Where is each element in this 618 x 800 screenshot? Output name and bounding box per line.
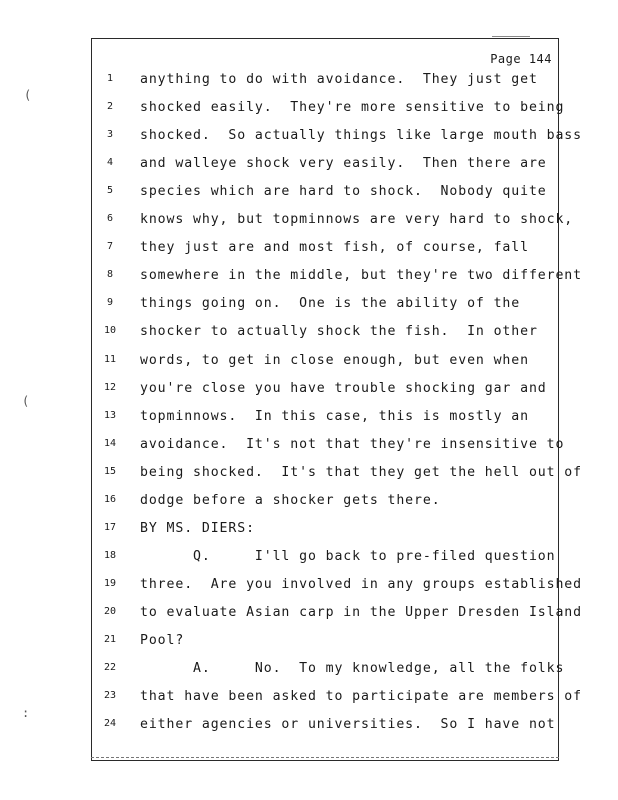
line-text: dodge before a shocker gets there. (140, 492, 441, 508)
line-text: shocked easily. They're more sensitive to being (140, 100, 565, 116)
line-text: anything to do with avoidance. They just get (140, 72, 538, 87)
line-text: you're close you have trouble shocking gar and (140, 380, 547, 396)
transcript-line (0, 465, 618, 493)
transcript-line (0, 296, 618, 324)
line-text: Pool? (140, 633, 185, 648)
line-number: 13 (103, 409, 117, 421)
line-text: species which are hard to shock. Nobody quite (140, 184, 547, 200)
line-text: somewhere in the middle, but they're two different (140, 268, 582, 284)
transcript-line (0, 409, 618, 437)
transcript-line (0, 381, 618, 409)
line-number: 15 (103, 465, 117, 477)
page-bottom-rule (91, 757, 559, 758)
line-text: A. No. To my knowledge, all the folks (140, 661, 565, 677)
line-text: things going on. One is the ability of the (140, 296, 521, 312)
transcript-line (0, 212, 618, 240)
line-text: to evaluate Asian carp in the Upper Dresden Island (140, 604, 582, 620)
transcript-line (0, 689, 618, 717)
transcript-line (0, 268, 618, 296)
line-number: 3 (106, 129, 114, 141)
line-number: 5 (106, 185, 114, 197)
transcript-line (0, 493, 618, 521)
line-number: 22 (103, 662, 117, 674)
transcript-line (0, 717, 618, 745)
line-number: 11 (103, 353, 117, 365)
line-text: shocked. So actually things like large mouth bass (140, 128, 582, 144)
line-number: 19 (103, 577, 117, 589)
transcript-line (0, 661, 618, 689)
line-text: avoidance. It's not that they're insensitive to (140, 436, 565, 452)
transcript-line (0, 184, 618, 212)
line-text: they just are and most fish, of course, fall (140, 240, 529, 256)
transcript-line (0, 605, 618, 633)
transcript-line (0, 353, 618, 381)
line-text: shocker to actually shock the fish. In other (140, 324, 538, 340)
line-number: 24 (103, 718, 117, 730)
line-number: 1 (106, 73, 114, 84)
transcript-line (0, 521, 618, 549)
line-number: 20 (103, 605, 117, 617)
line-text: either agencies or universities. So I have not (140, 717, 556, 733)
line-number: 2 (106, 101, 114, 113)
page-top-mark (492, 36, 530, 37)
transcript-line (0, 240, 618, 268)
line-number: 23 (103, 690, 117, 702)
line-text: words, to get in close enough, but even when (140, 352, 529, 368)
transcript-line (0, 156, 618, 184)
transcript-line (0, 549, 618, 577)
line-text: and walleye shock very easily. Then there are (140, 156, 547, 172)
transcript-line (0, 100, 618, 128)
line-text: topminnows. In this case, this is mostly an (140, 408, 529, 424)
line-number: 14 (103, 437, 117, 449)
transcript-line (0, 72, 618, 100)
line-text: BY MS. DIERS: (140, 520, 255, 536)
line-text: being shocked. It's that they get the hell out of (140, 464, 582, 480)
line-text: knows why, but topminnows are very hard to shock, (140, 212, 574, 228)
page-number: Page 144 (490, 52, 552, 66)
line-text: Q. I'll go back to pre-filed question (140, 548, 556, 564)
line-text: three. Are you involved in any groups established (140, 576, 582, 592)
line-number: 6 (106, 213, 114, 225)
line-number: 16 (103, 493, 117, 505)
line-number: 9 (106, 297, 114, 309)
line-number: 10 (103, 325, 117, 337)
line-number: 18 (103, 549, 117, 561)
transcript-line (0, 633, 618, 661)
hole-punch-mark: ( (22, 394, 30, 408)
line-number: 7 (106, 241, 114, 253)
transcript-line (0, 128, 618, 156)
line-text: that have been asked to participate are members of (140, 689, 582, 705)
line-number: 4 (106, 157, 114, 169)
transcript-line (0, 324, 618, 352)
transcript-line (0, 437, 618, 465)
line-number: 8 (106, 269, 114, 281)
line-number: 17 (103, 521, 117, 533)
hole-punch-mark: : (22, 706, 30, 720)
transcript-line (0, 577, 618, 605)
line-number: 21 (103, 634, 117, 645)
line-number: 12 (103, 381, 117, 393)
hole-punch-mark: ( (24, 88, 32, 102)
